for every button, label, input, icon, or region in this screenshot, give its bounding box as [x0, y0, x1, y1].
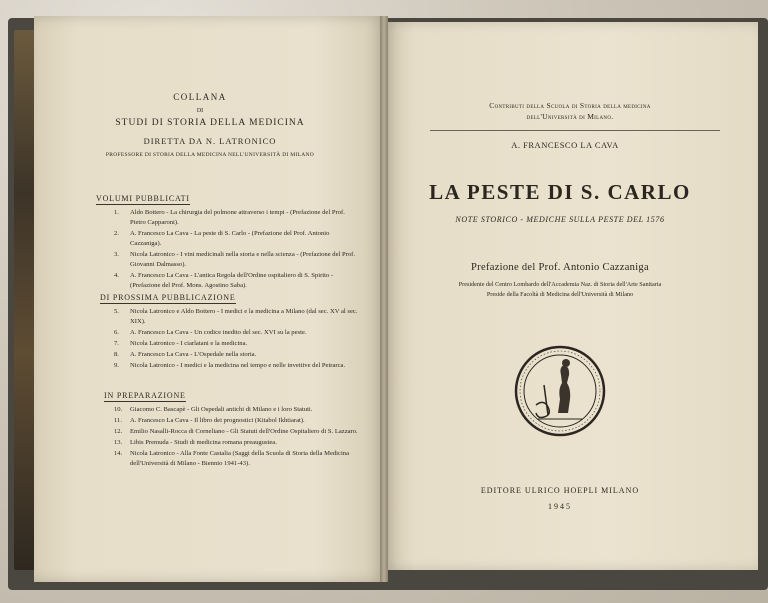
book-gutter — [380, 16, 388, 582]
book-title: LA PESTE DI S. CARLO — [429, 180, 691, 204]
section-heading-forthcoming: DI PROSSIMA PUBBLICAZIONE — [100, 293, 236, 302]
list-item: 2. A. Francesco La Cava - La peste di S. Carlo - (Prefazione del Prof. Antonio Cazzaniga). — [114, 230, 330, 247]
director-role: PROFESSORE DI STORIA DELLA MEDICINA NELL'UNIVERSITÀ DI MILANO — [105, 152, 315, 158]
series-header-line2: dell'Università di Milano. — [526, 112, 614, 121]
list-item: 9. Nicola Latronico - I medici e la medicina nel tempo e nelle invettive del Petrarca. — [114, 362, 346, 369]
list-item: 11. A. Francesco La Cava - Il libro dei prognostici (Kitabol Ikhtiarat). — [114, 417, 305, 424]
forthcoming-list — [114, 307, 359, 372]
divider-rule — [430, 130, 720, 131]
in-preparation-list — [114, 405, 359, 470]
publication-year: 1945 — [548, 502, 572, 511]
list-item: 13. Libis Premuda - Studi di medicina romana preaugustea. — [114, 439, 277, 446]
series-title: COLLANA — [173, 92, 227, 102]
series-header — [440, 100, 700, 122]
series-name: STUDI DI STORIA DELLA MEDICINA — [115, 118, 305, 128]
published-list — [114, 208, 359, 292]
list-item: 12. Emilio Nasalli-Rocca di Corneliano - Gli Statuti dell'Ordine Ospitaliero di S. Lazzaro. — [114, 428, 358, 435]
publisher-seal-icon — [514, 345, 606, 437]
list-item: 6. A. Francesco La Cava - Un codice inedito del sec. XVI su la peste. — [114, 329, 307, 336]
series-header-line1: Contributi della Scuola di Storia della medicina — [489, 101, 651, 110]
list-item: 4. A. Francesco La Cava - L'antica Regola dell'Ordine ospitaliero di S. Spirito - (Prefazione del Prof. Mons. Agostino Saba). — [114, 272, 334, 289]
book-subtitle: NOTE STORICO - MEDICHE SULLA PESTE DEL 1576 — [455, 215, 665, 224]
preface-role-1: Presidente del Centro Lombardo dell'Accademia Naz. di Storia dell'Arte Sanitaria — [458, 281, 662, 288]
list-item: 8. A. Francesco La Cava - L'Ospedale nella storia. — [114, 351, 257, 358]
list-item: 10. Giacomo C. Bascapè - Gli Ospedali antichi di Milano e i loro Statuti. — [114, 406, 313, 413]
list-item: 7. Nicola Latronico - I ciarlatani e la medicina. — [114, 340, 248, 347]
section-heading-published: VOLUMI PUBBLICATI — [96, 194, 190, 203]
book-author: A. FRANCESCO LA CAVA — [511, 140, 619, 150]
publisher-name: EDITORE ULRICO HOEPLI MILANO — [480, 486, 640, 495]
list-item: 3. Nicola Latronico - I vini medicinali nella storia e nella scienza - (Prefazione del Prof. Giovanni Dalmasso). — [114, 251, 356, 268]
preface-credit: Prefazione del Prof. Antonio Cazzaniga — [471, 262, 649, 273]
list-item: 14. Nicola Latronico - Alla Fonte Castalia (Saggi della Scuola di Storia della Medicina dell'Università di Milano - Biennio 1941-43). — [114, 450, 350, 467]
section-heading-in-preparation: IN PREPARAZIONE — [104, 391, 186, 400]
series-director: DIRETTA DA N. LATRONICO — [143, 136, 277, 146]
preface-role-2: Preside della Facoltà di Medicina dell'Università di Milano — [486, 291, 634, 298]
series-di: DI — [196, 108, 204, 114]
list-item: 5. Nicola Latronico e Aldo Bottero - I medici e la medicina a Milano (dal sec. XV al sec. XIX). — [114, 308, 358, 325]
list-item: 1. Aldo Bottero - La chirurgia del polmone attraverso i tempi - (Prefazione del Prof. Pietro Capparoni). — [114, 209, 345, 226]
